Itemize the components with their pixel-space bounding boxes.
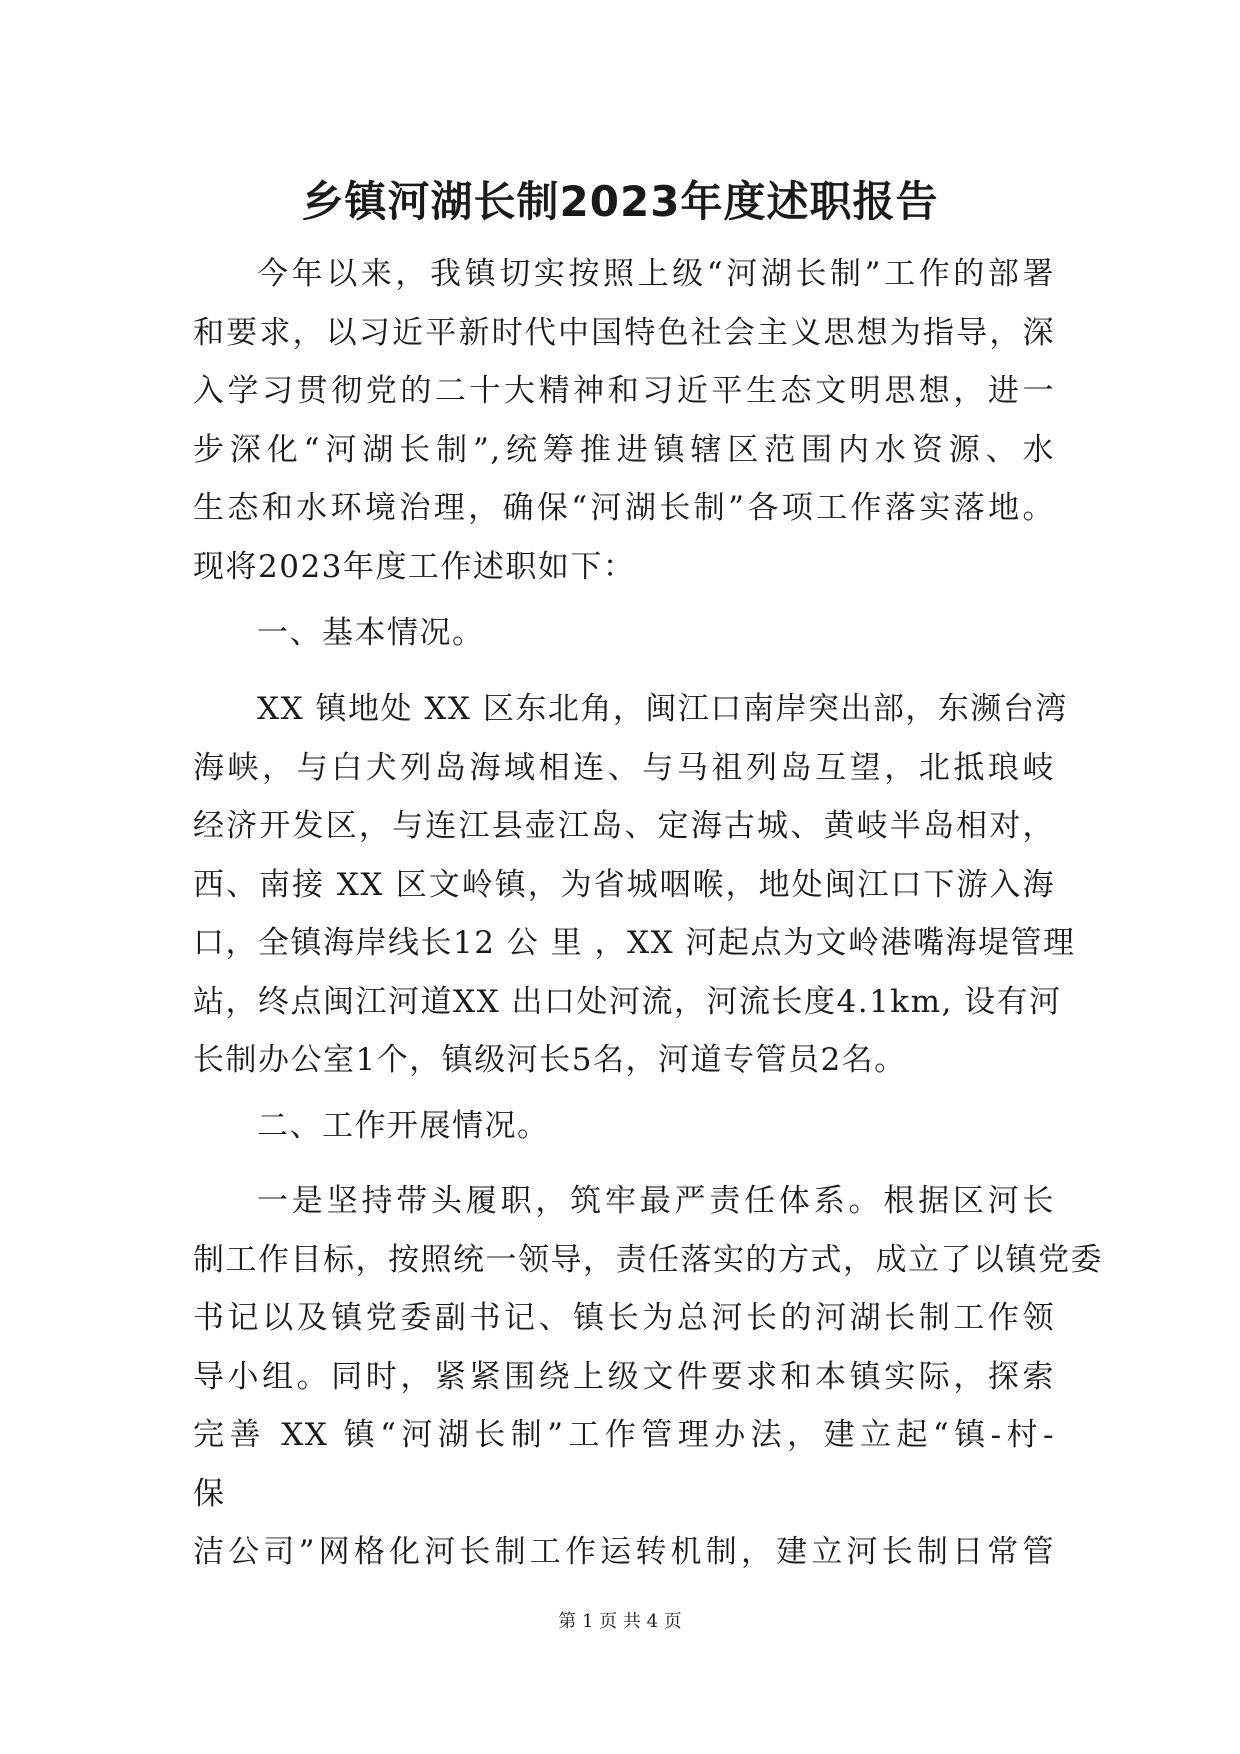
paragraph-line: 生态和水环境治理，确保“河湖长制”各项工作落实落地。 [193,490,1055,526]
paragraph-line: 现将2023年度工作述职如下： [193,548,636,585]
paragraph-line: XX 镇地处 XX 区东北角，闽江口南岸突出部，东濒台湾 [257,691,1068,727]
paragraph-line: 口，全镇海岸线长12 公 里 ，XX 河起点为文岭港嘴海堤管理 [193,925,1076,961]
paragraph-line: 和要求，以习近平新时代中国特色社会主义思想为指导，深 [193,314,1055,351]
paragraph-line: 海峡，与白犬列岛海域相连、与马祖列岛互望，北抵琅岐 [193,749,1055,786]
paragraph-line: 完善 XX 镇“河湖长制”工作管理办法，建立起“镇-村- [193,1417,1055,1453]
paragraph-line: 制工作目标，按照统一领导，责任落实的方式，成立了以镇党委 [193,1241,1103,1278]
paragraph-line: 书记以及镇党委副书记、镇长为总河长的河湖长制工作领 [193,1300,1055,1336]
paragraph-line: 长制办公室1个，镇级河长5名，河道专管员2名。 [193,1042,907,1078]
page-number: 第 1 页 共 4 页 [558,1611,682,1632]
paragraph-line: 导小组。同时，紧紧围绕上级文件要求和本镇实际，探索 [193,1358,1055,1395]
document-title: 乡镇河湖长制2023年度述职报告 [301,177,939,226]
section-heading-basic [193,604,1055,663]
paragraph-line: 站，终点闽江河道XX 出口处河流，河流长度4.1km, 设有河 [193,983,1062,1020]
section-heading-text: 二、工作开展情况。 [257,1108,550,1144]
basic-info-paragraph [193,680,1076,1090]
intro-paragraph [193,245,1055,596]
paragraph-line: 经济开发区，与连江县壶江岛、定海古城、黄岐半岛相对， [193,808,1055,844]
paragraph-line: 今年以来，我镇切实按照上级“河湖长制”工作的部署 [257,256,1055,292]
paragraph-line: 步深化“河湖长制”,统筹推进镇辖区范围内水资源、水 [193,431,1055,468]
paragraph-line: 入学习贯彻党的二十大精神和习近平生态文明思想，进一 [193,373,1055,409]
paragraph-line: 一是坚持带头履职，筑牢最严责任体系。根据区河长 [257,1183,1055,1219]
paragraph-line: 洁公司”网格化河长制工作运转机制，建立河长制日常管 [193,1534,1055,1570]
section-heading-text: 一、基本情况。 [257,615,485,651]
paragraph-line: 西、南接 XX 区文岭镇，为省城咽喉，地处闽江口下游入海 [193,866,1055,903]
paragraph-line: 保 [193,1475,226,1512]
work-paragraph [193,1172,1103,1582]
section-heading-work [193,1097,1055,1156]
